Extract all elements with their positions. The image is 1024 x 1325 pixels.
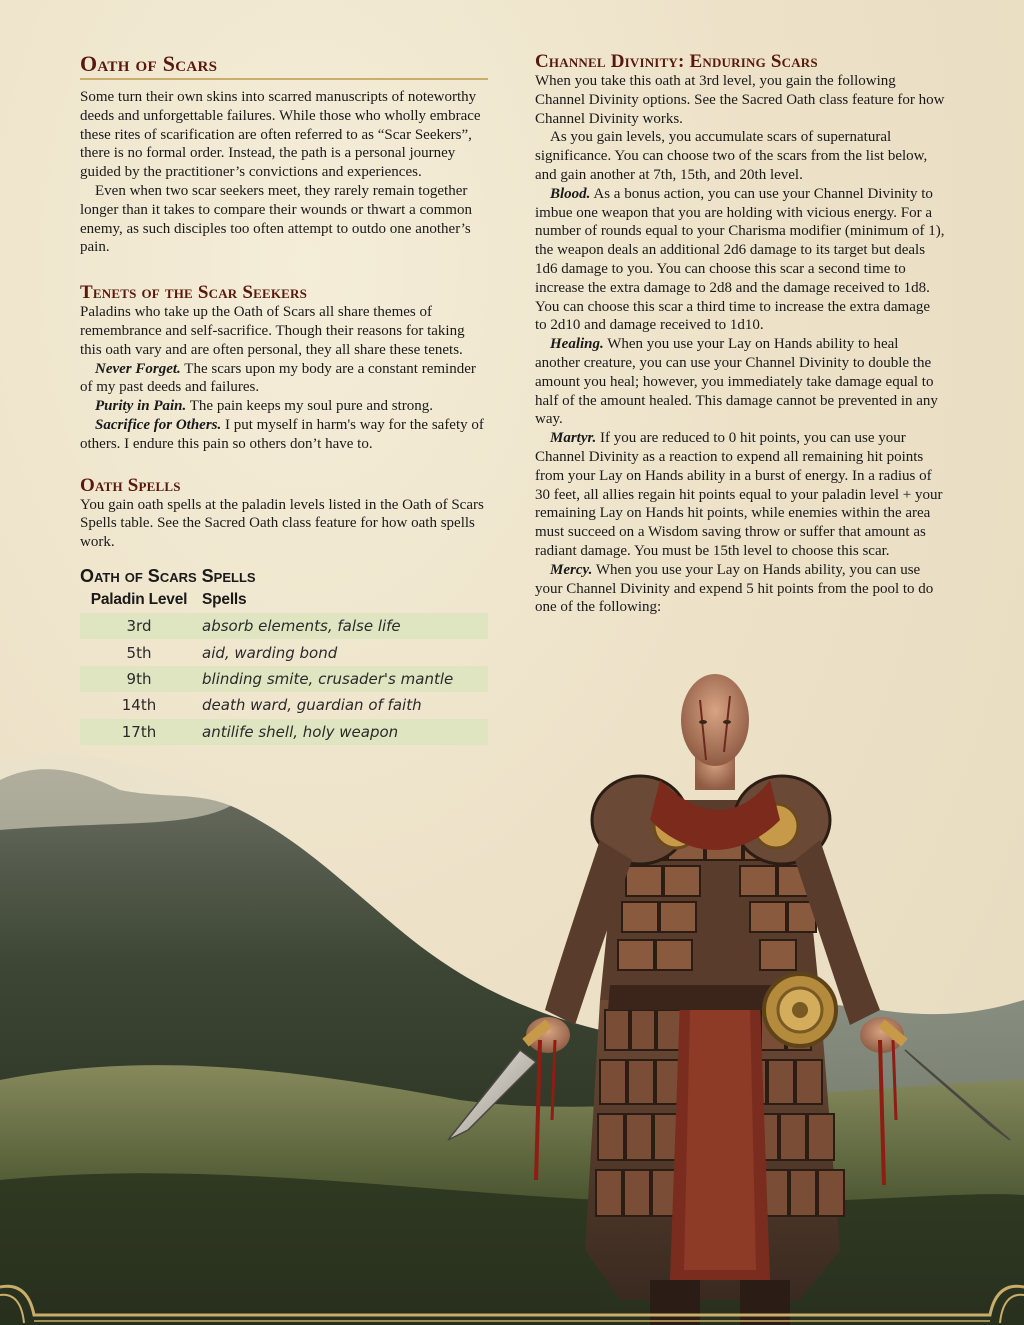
- level-cell: 17th: [80, 719, 198, 745]
- tenets-intro: Paladins who take up the Oath of Scars all share themes of remembrance and self-sacrifice. Though their reasons for taking this oath vary and are often personal, they all share these tenets.: [80, 304, 465, 358]
- oath-spells-table: [80, 588, 488, 745]
- scar-name: Healing.: [550, 336, 604, 353]
- oath-spells-text: You gain oath spells at the paladin levels listed in the Oath of Scars Spells table. See the Sacred Oath class feature for how oath spells work.: [80, 496, 484, 551]
- column-header-level: Paladin Level: [90, 590, 188, 608]
- left-column: [80, 52, 488, 745]
- spells-cell: aid, warding bond: [202, 643, 338, 662]
- intro-paragraph-1: Some turn their own skins into scarred manuscripts of noteworthy deeds and unforgettable failures. While those who wholly embrace these rites of scarification are often referred to as “Scar Seekers”, there is no formal order. Instead, the path is a personal journey guided by the practitioner’s convictions and experiences.: [80, 89, 481, 181]
- tenet-name: Purity in Pain.: [95, 398, 187, 415]
- tenet-never-forget: [80, 360, 488, 398]
- table-row: [80, 639, 488, 665]
- scar-martyr: [535, 429, 945, 561]
- table-row: [80, 692, 488, 718]
- tenet-purity-in-pain: [80, 397, 488, 416]
- intro-paragraph-2: Even when two scar seekers meet, they rarely remain together longer than it takes to compare their wounds or thwart a common enemy, as such disciples too often attempt to outdo one another’s pain.: [80, 182, 472, 256]
- spells-cell: blinding smite, crusader's mantle: [198, 666, 488, 692]
- scar-text: As a bonus action, you can use your Channel Divinity to imbue one weapon that you are holding with vicious energy. For a number of rounds equal to your Charisma modifier (minimum of 1), the weapon deals an additional 2d6 damage to its target but deals 1d6 damage to you. You can choose this scar a second time to increase the extra damage to 2d8 and the damage received to 1d8. You can choose this scar a third time to increase the extra damage to 2d10 and damage received to 1d10.: [535, 185, 945, 334]
- decorative-footer-border: [0, 1265, 1024, 1325]
- level-cell: 5th: [126, 643, 152, 662]
- tenet-sacrifice-for-others: [80, 416, 488, 454]
- spells-cell: absorb elements, false life: [198, 613, 488, 639]
- tenet-name: Sacrifice for Others.: [95, 416, 222, 433]
- scar-blood: [535, 185, 945, 335]
- tenet-text: The scars upon my body are a constant reminder of my past deeds and failures.: [80, 360, 476, 396]
- level-cell: 14th: [121, 696, 157, 715]
- right-column: [535, 52, 945, 617]
- spells-cell: death ward, guardian of faith: [202, 696, 422, 715]
- scar-name: Martyr.: [550, 430, 597, 447]
- spells-cell: antilife shell, holy weapon: [198, 719, 488, 745]
- scars-intro: As you gain levels, you accumulate scars of supernatural significance. You can choose two of the scars from the list below, and gain another at 7th, 15th, and 20th level.: [535, 129, 928, 183]
- channel-divinity-heading: Channel Divinity: Enduring Scars: [535, 51, 818, 72]
- oath-spells-heading: Oath Spells: [80, 474, 181, 496]
- scar-name: Mercy.: [550, 561, 593, 578]
- scar-text: When you use your Lay on Hands ability, you can use your Channel Divinity and expend 5 hit points from the pool to do one of the following:: [535, 561, 934, 616]
- scar-name: Blood.: [550, 185, 591, 202]
- column-header-spells: Spells: [202, 590, 247, 608]
- tenet-text: I put myself in harm's way for the safety of others. I endure this pain so others don’t have to.: [80, 416, 484, 452]
- scar-text: If you are reduced to 0 hit points, you can use your Channel Divinity as a reaction to expend all remaining hit points from your Lay on Hands ability in a burst of energy. In a radius of 30 feet, all allies regain hit points equal to your paladin level + your remaining Lay on Hands hit points, while enemies within the area must succeed on a Wisdom saving throw or suffer that amount as radiant damage. You must be 15th level to choose this scar.: [535, 430, 943, 559]
- tenet-name: Never Forget.: [95, 360, 181, 377]
- level-cell: 3rd: [80, 613, 198, 639]
- scar-healing: [535, 335, 945, 429]
- table-row: [80, 719, 488, 745]
- level-cell: 9th: [80, 666, 198, 692]
- table-row: [80, 613, 488, 639]
- tenets-heading: Tenets of the Scar Seekers: [80, 282, 308, 304]
- spell-table-title: Oath of Scars Spells: [80, 565, 256, 586]
- channel-divinity-intro: When you take this oath at 3rd level, you gain the following Channel Divinity options. See the Sacred Oath class feature for how Channel Divinity works.: [535, 73, 945, 127]
- table-row: [80, 666, 488, 692]
- tenet-text: The pain keeps my soul pure and strong.: [186, 398, 434, 415]
- scar-text: When you use your Lay on Hands ability to heal another creature, you can use your Channel Divinity to double the amount you heal; however, you immediately take damage equal to half of the amount healed. This damage cannot be prevented in any way.: [535, 336, 938, 428]
- oath-title: Oath of Scars: [80, 52, 488, 80]
- table-header-row: [80, 588, 488, 613]
- scar-mercy: [535, 561, 945, 617]
